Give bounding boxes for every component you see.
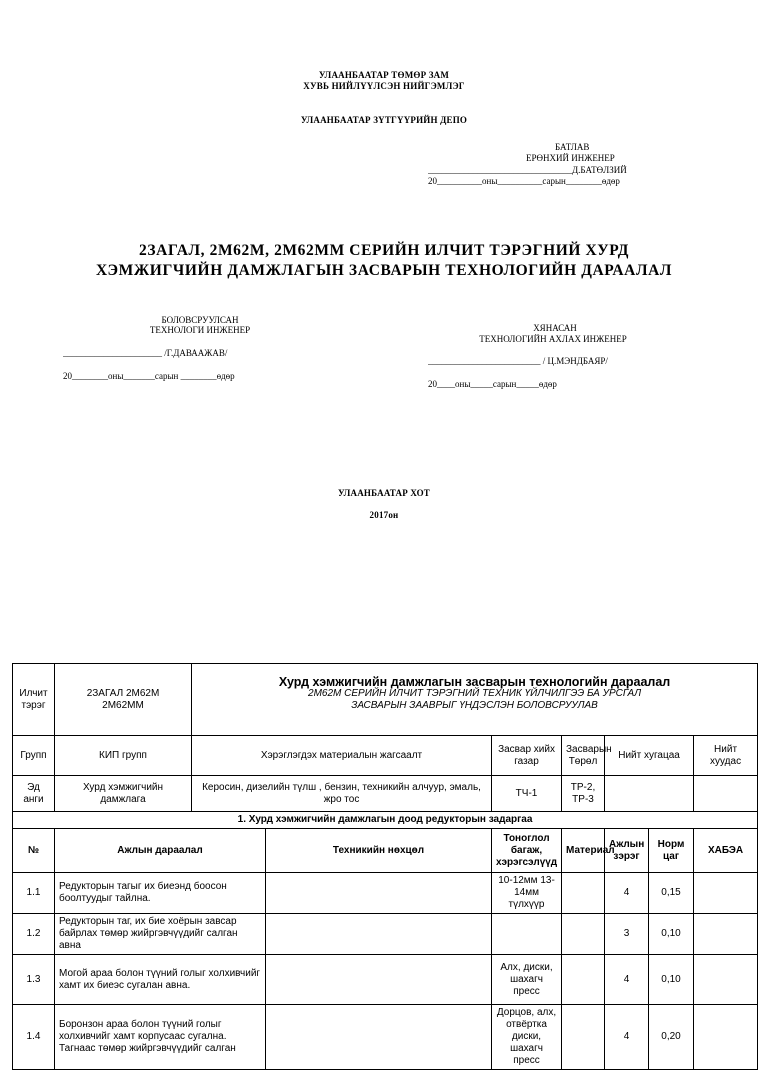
info-repair-type: ТР-2, ТР-3 <box>562 776 605 812</box>
row-safety <box>694 873 758 914</box>
table-row <box>13 1005 758 1070</box>
row-norm: 0,15 <box>649 873 694 914</box>
developer-title: ТЕХНОЛОГИ ИНЖЕНЕР <box>149 325 251 335</box>
row-condition <box>266 873 492 914</box>
row-number: 1.1 <box>13 873 55 914</box>
info-total-time <box>605 776 694 812</box>
loco-models-cell: 2ЗАГАЛ 2М62М 2М62ММ <box>55 664 192 736</box>
col-number: № <box>13 829 55 873</box>
table-row <box>13 873 758 914</box>
row-number: 1.2 <box>13 914 55 955</box>
row-grade: 4 <box>605 1005 649 1070</box>
table-info-row <box>13 776 758 812</box>
org-name-line1: УЛААНБААТАР ТӨМӨР ЗАМ <box>318 70 450 80</box>
row-tools <box>492 914 562 955</box>
info-repair-place: ТЧ-1 <box>492 776 562 812</box>
col-material: Материал <box>562 829 605 873</box>
document-title-line1: 2ЗАГАЛ, 2М62М, 2М62ММ СЕРИЙН ИЛЧИТ ТЭРЭГНИЙ ХУРД <box>139 242 629 259</box>
row-safety <box>694 1005 758 1070</box>
chief-signature-line: ________________________________Д.БАТӨЛЗИЙ <box>428 165 627 175</box>
header-total-pages: Нийт хуудас <box>694 736 758 776</box>
row-tools: Алх, диски, шахагч пресс <box>492 955 562 1005</box>
developer-signature-line: ______________________ /Г.ДАВААЖАВ/ <box>63 348 228 358</box>
table-subtitle-1: 2М62М СЕРИЙН ИЛЧИТ ТЭРЭГНИЙ ТЕХНИК ҮЙЛЧИЛГЭЭ БА УРСГАЛ <box>308 688 642 699</box>
row-work: Редукторын тагыг их биеэнд боосон боолтуудыг тайлна. <box>55 873 266 914</box>
info-kip: Хурд хэмжигчийн дамжлага <box>55 776 192 812</box>
row-condition <box>266 955 492 1005</box>
section-title: 1. Хурд хэмжигчийн дамжлагын доод редукторын задаргаа <box>13 812 758 829</box>
row-material <box>562 914 605 955</box>
row-material <box>562 1005 605 1070</box>
row-condition <box>266 914 492 955</box>
row-tools: Дорцов, алх, отвёртка диски, шахагч пресс <box>492 1005 562 1070</box>
row-work: Редукторын таг, их бие хоёрын завсар байрлах төмөр жийргэвчүүдийг салган авна <box>55 914 266 955</box>
approval-date-line: 20__________оны__________сарын________өдөр <box>428 176 620 186</box>
row-norm: 0,20 <box>649 1005 694 1070</box>
info-materials: Керосин, дизелийн түлш , бензин, техникийн алчуур, эмаль, жро тос <box>192 776 492 812</box>
header-total-time: Нийт хугацаа <box>605 736 694 776</box>
col-tech-condition: Техникийн нөхцөл <box>266 829 492 873</box>
col-work-sequence: Ажлын дараалал <box>55 829 266 873</box>
row-tools: 10-12мм 13-14мм түлхүүр <box>492 873 562 914</box>
city-label: УЛААНБААТАР ХОТ <box>337 488 430 498</box>
row-material <box>562 955 605 1005</box>
header-materials: Хэрэглэгдэх материалын жагсаалт <box>192 736 492 776</box>
table-main-title: Хурд хэмжигчийн дамжлагын засварын технологийн дараалал <box>278 675 671 689</box>
row-grade: 4 <box>605 873 649 914</box>
table-row <box>13 955 758 1005</box>
row-condition <box>266 1005 492 1070</box>
reviewer-signature-line: _________________________ / Ц.МЭНДБАЯР/ <box>428 356 608 366</box>
row-safety <box>694 955 758 1005</box>
chief-engineer-title: ЕРӨНХИЙ ИНЖЕНЕР <box>526 153 615 163</box>
row-norm: 0,10 <box>649 955 694 1005</box>
col-tools: Тоноглол багаж, хэрэгсэлүүд <box>492 829 562 873</box>
year-label: 2017он <box>369 510 399 520</box>
header-kip-group: КИП групп <box>55 736 192 776</box>
col-norm-hours: Норм цаг <box>649 829 694 873</box>
table-header-row <box>13 736 758 776</box>
developer-date-line: 20________оны_______сарын ________өдөр <box>63 371 235 381</box>
row-work: Боронзон араа болон түүний голыг холхивчийг хамт корпусаас сугална. Тагнаас төмөр жийргэвчүүдийг салган <box>55 1005 266 1070</box>
column-header-row <box>13 829 758 873</box>
row-material <box>562 873 605 914</box>
header-group: Групп <box>13 736 55 776</box>
row-work: Могой араа болон түүний голыг холхивчийг хамт их биеэс сугалан авна. <box>55 955 266 1005</box>
row-number: 1.4 <box>13 1005 55 1070</box>
header-repair-type: Засварын Төрөл <box>562 736 605 776</box>
col-work-grade: Ажлын зэрэг <box>605 829 649 873</box>
info-part: Эд анги <box>13 776 55 812</box>
row-safety <box>694 914 758 955</box>
header-repair-place: Засвар хийх газар <box>492 736 562 776</box>
col-safety: ХАБЭА <box>694 829 758 873</box>
row-number: 1.3 <box>13 955 55 1005</box>
section-title-row <box>13 812 758 829</box>
technology-table <box>12 663 758 1070</box>
table-subtitle-2: ЗАСВАРЫН ЗААВРЫГ ҮНДЭСЛЭН БОЛОВСРУУЛАВ <box>351 700 598 711</box>
reviewed-label: ХЯНАСАН <box>533 323 577 333</box>
table-title-row <box>13 664 758 736</box>
reviewer-title: ТЕХНОЛОГИЙН АХЛАХ ИНЖЕНЕР <box>479 334 627 344</box>
depot-name: УЛААНБААТАР ЗҮТГҮҮРИЙН ДЕПО <box>300 115 468 125</box>
approve-label: БАТЛАВ <box>555 142 590 152</box>
org-name-line2: ХУВЬ НИЙЛҮҮЛСЭН НИЙГЭМЛЭГ <box>303 81 465 91</box>
row-norm: 0,10 <box>649 914 694 955</box>
row-grade: 4 <box>605 955 649 1005</box>
reviewer-date-line: 20____оны_____сарын_____өдөр <box>428 379 557 389</box>
table-title-cell <box>192 664 758 736</box>
table-row <box>13 914 758 955</box>
row-grade: 3 <box>605 914 649 955</box>
document-title-line2: ХЭМЖИГЧИЙН ДАМЖЛАГЫН ЗАСВАРЫН ТЕХНОЛОГИЙН ДАРААЛАЛ <box>95 262 673 279</box>
info-total-pages <box>694 776 758 812</box>
developed-label: БОЛОВСРУУЛСАН <box>161 315 239 325</box>
loco-label-cell: Илчит тэрэг <box>13 664 55 736</box>
